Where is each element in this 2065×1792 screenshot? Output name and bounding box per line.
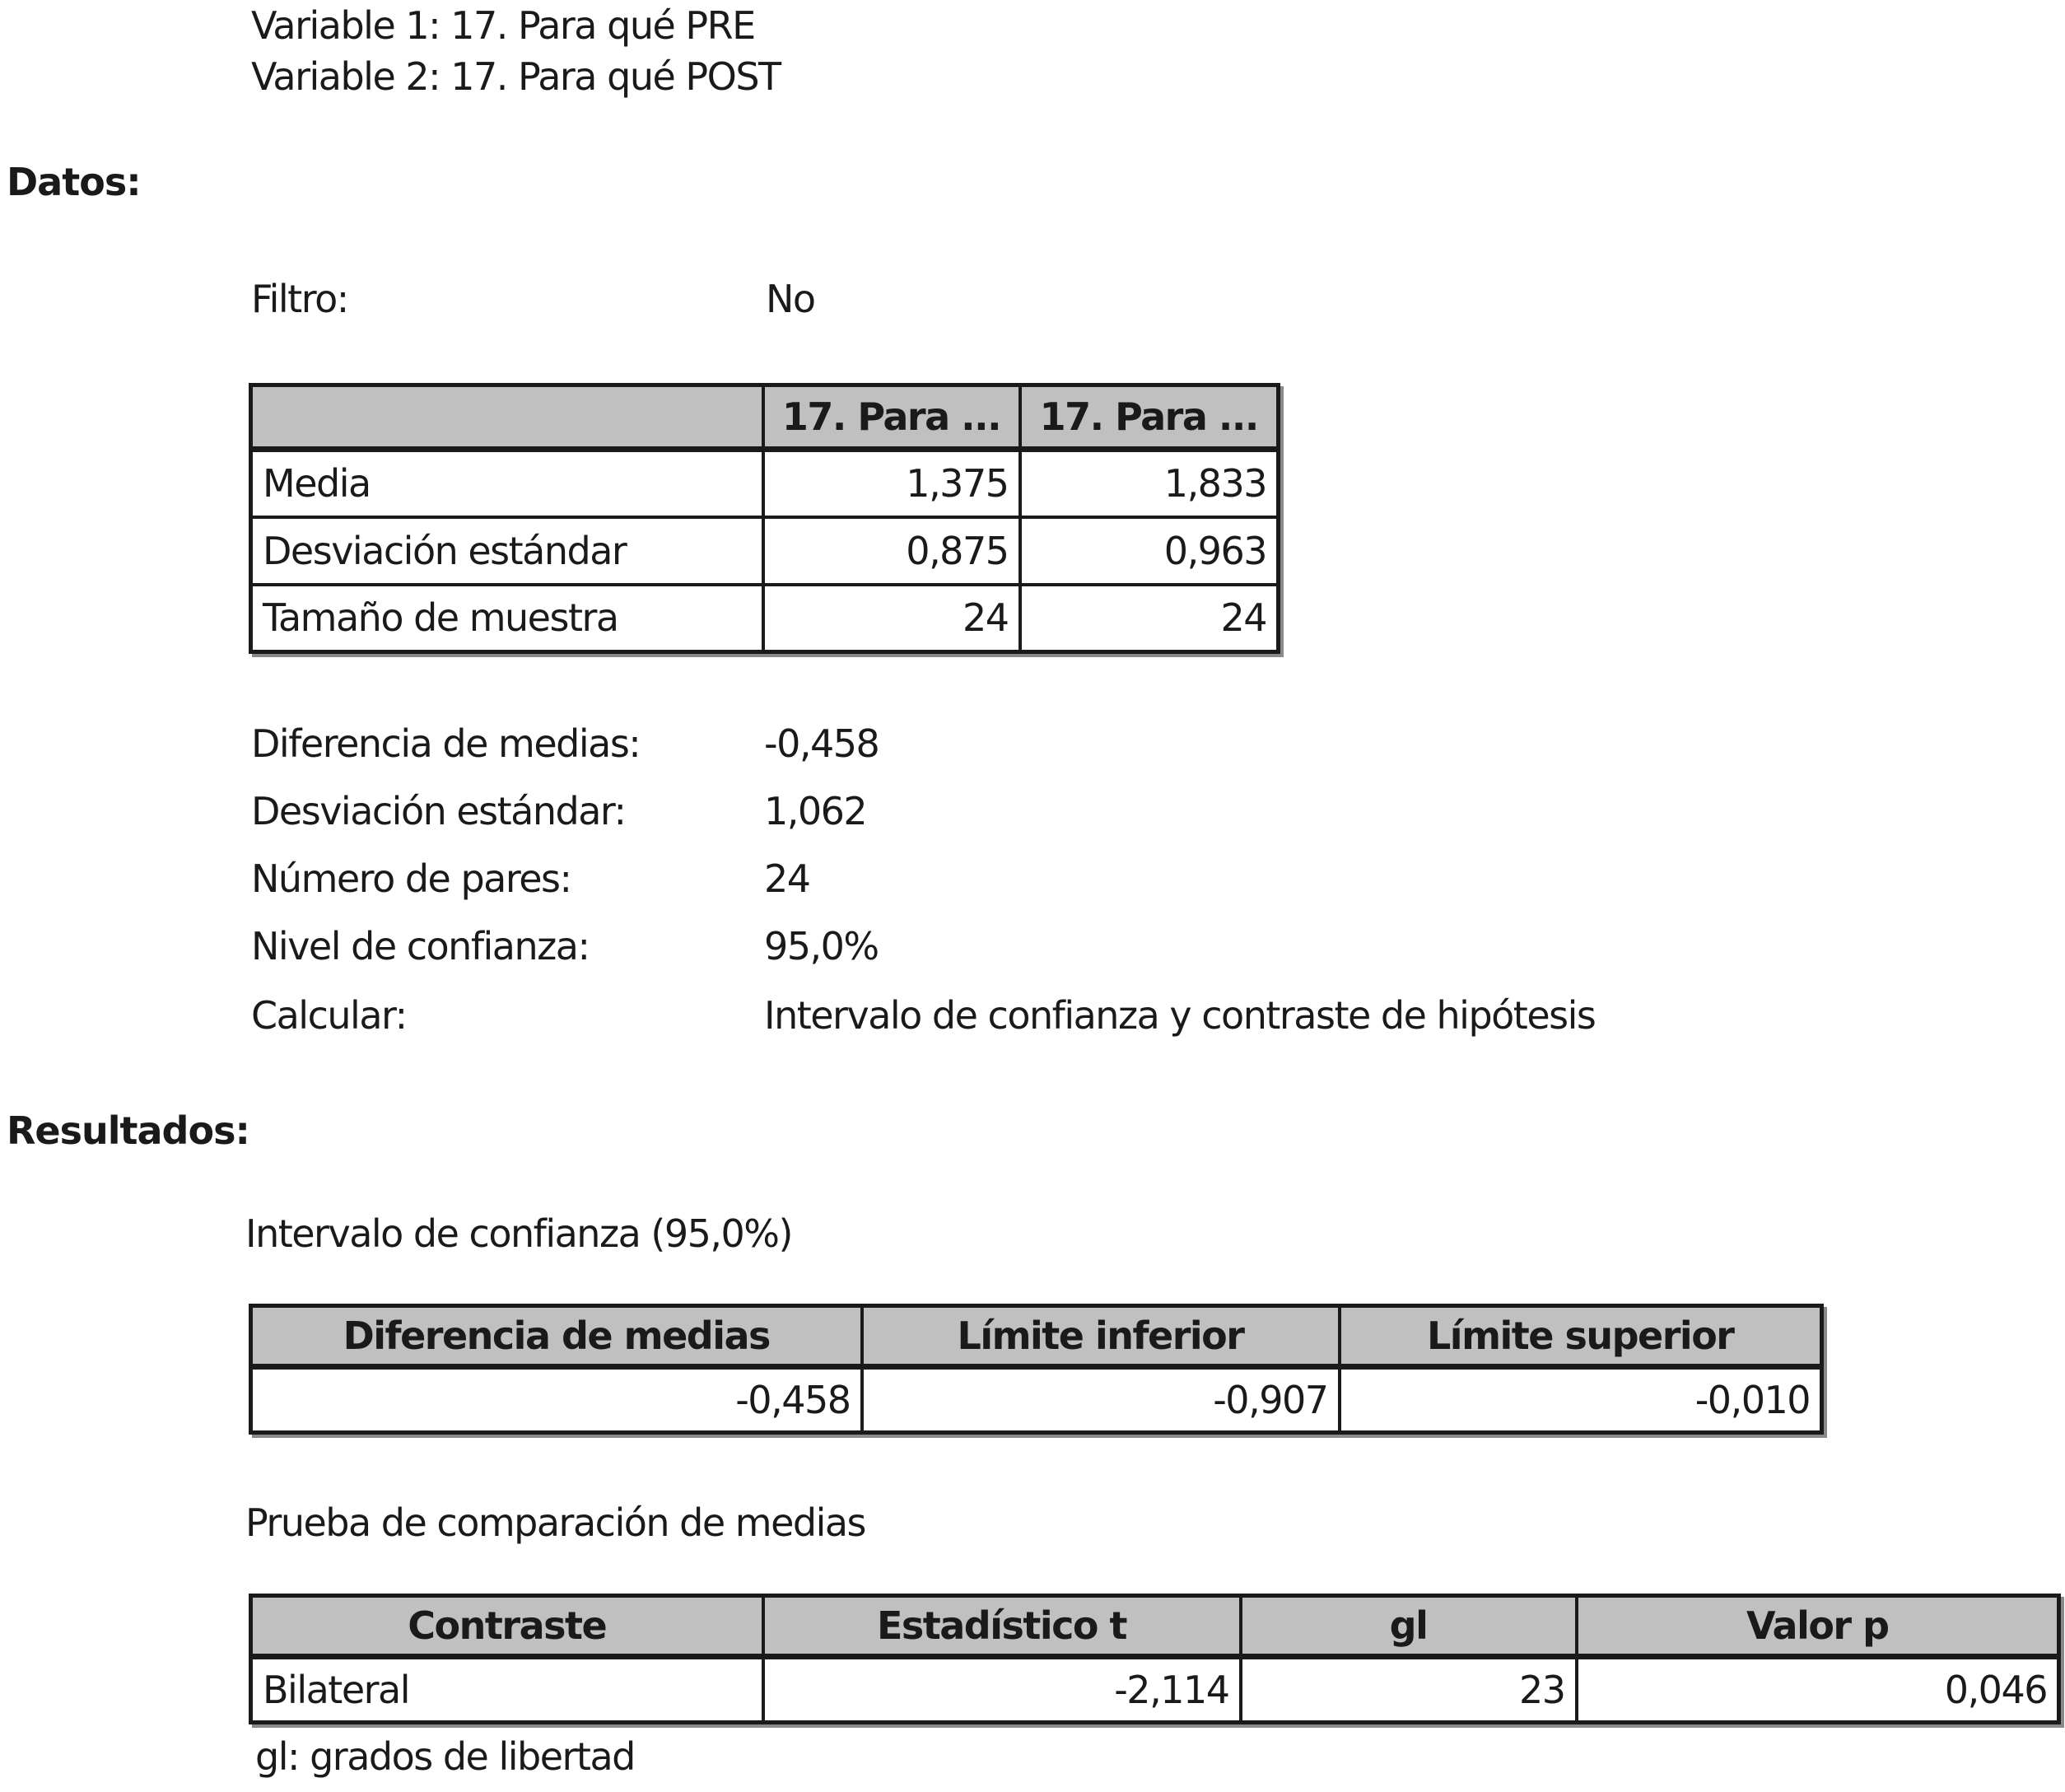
variable-1-label: Variable 1: 17. Para qué PRE <box>251 3 755 48</box>
header-limite-inferior: Límite inferior <box>862 1306 1340 1367</box>
datos-section-title: Datos: <box>7 160 141 204</box>
summary-label-pares: Número de pares: <box>251 856 571 901</box>
test-title: Prueba de comparación de medias <box>245 1500 866 1545</box>
summary-value-confianza: 95,0% <box>764 924 879 968</box>
table-row <box>251 1367 1822 1433</box>
ci-diferencia-value: -0,458 <box>251 1367 862 1433</box>
summary-value-desviacion: 1,062 <box>764 789 867 833</box>
descriptive-stats-table <box>249 383 1280 654</box>
header-empty <box>251 385 763 450</box>
summary-label-confianza: Nivel de confianza: <box>251 924 590 968</box>
summary-value-diferencia: -0,458 <box>764 721 879 766</box>
contraste-value: Bilateral <box>251 1657 763 1723</box>
summary-value-pares: 24 <box>764 856 810 901</box>
summary-label-desviacion: Desviación estándar: <box>251 789 626 833</box>
header-contraste: Contraste <box>251 1596 763 1657</box>
ci-limite-superior-value: -0,010 <box>1340 1367 1822 1433</box>
valor-p-value: 0,046 <box>1577 1657 2059 1723</box>
tamano-value-1: 24 <box>763 585 1020 652</box>
mean-comparison-test-table <box>249 1594 2061 1724</box>
table-row <box>251 450 1279 517</box>
table-header-row <box>251 1596 2059 1657</box>
table-row <box>251 1657 2059 1723</box>
desviacion-value-2: 0,963 <box>1020 517 1279 585</box>
header-variable-1: 17. Para ... <box>763 385 1020 450</box>
estadistico-t-value: -2,114 <box>763 1657 1241 1723</box>
summary-label-calcular: Calcular: <box>251 993 407 1038</box>
variable-2-label: Variable 2: 17. Para qué POST <box>251 54 781 99</box>
media-value-2: 1,833 <box>1020 450 1279 517</box>
confidence-interval-table <box>249 1304 1824 1435</box>
table-row <box>251 585 1279 652</box>
media-value-1: 1,375 <box>763 450 1020 517</box>
header-variable-2: 17. Para ... <box>1020 385 1279 450</box>
header-diferencia-medias: Diferencia de medias <box>251 1306 862 1367</box>
summary-value-calcular: Intervalo de confianza y contraste de hipótesis <box>764 993 1596 1038</box>
header-estadistico-t: Estadístico t <box>763 1596 1241 1657</box>
table-header-row <box>251 385 1279 450</box>
row-label-media: Media <box>251 450 763 517</box>
resultados-section-title: Resultados: <box>7 1108 249 1153</box>
header-valor-p: Valor p <box>1577 1596 2059 1657</box>
ci-limite-inferior-value: -0,907 <box>862 1367 1340 1433</box>
gl-value: 23 <box>1241 1657 1577 1723</box>
table-header-row <box>251 1306 1822 1367</box>
summary-label-diferencia: Diferencia de medias: <box>251 721 641 766</box>
ci-title: Intervalo de confianza (95,0%) <box>245 1211 792 1256</box>
filtro-label: Filtro: <box>251 277 348 321</box>
filtro-value: No <box>766 277 815 321</box>
table-row <box>251 517 1279 585</box>
header-gl: gl <box>1241 1596 1577 1657</box>
tamano-value-2: 24 <box>1020 585 1279 652</box>
header-limite-superior: Límite superior <box>1340 1306 1822 1367</box>
footnote: gl: grados de libertad <box>255 1734 635 1779</box>
row-label-desviacion: Desviación estándar <box>251 517 763 585</box>
row-label-tamano: Tamaño de muestra <box>251 585 763 652</box>
desviacion-value-1: 0,875 <box>763 517 1020 585</box>
